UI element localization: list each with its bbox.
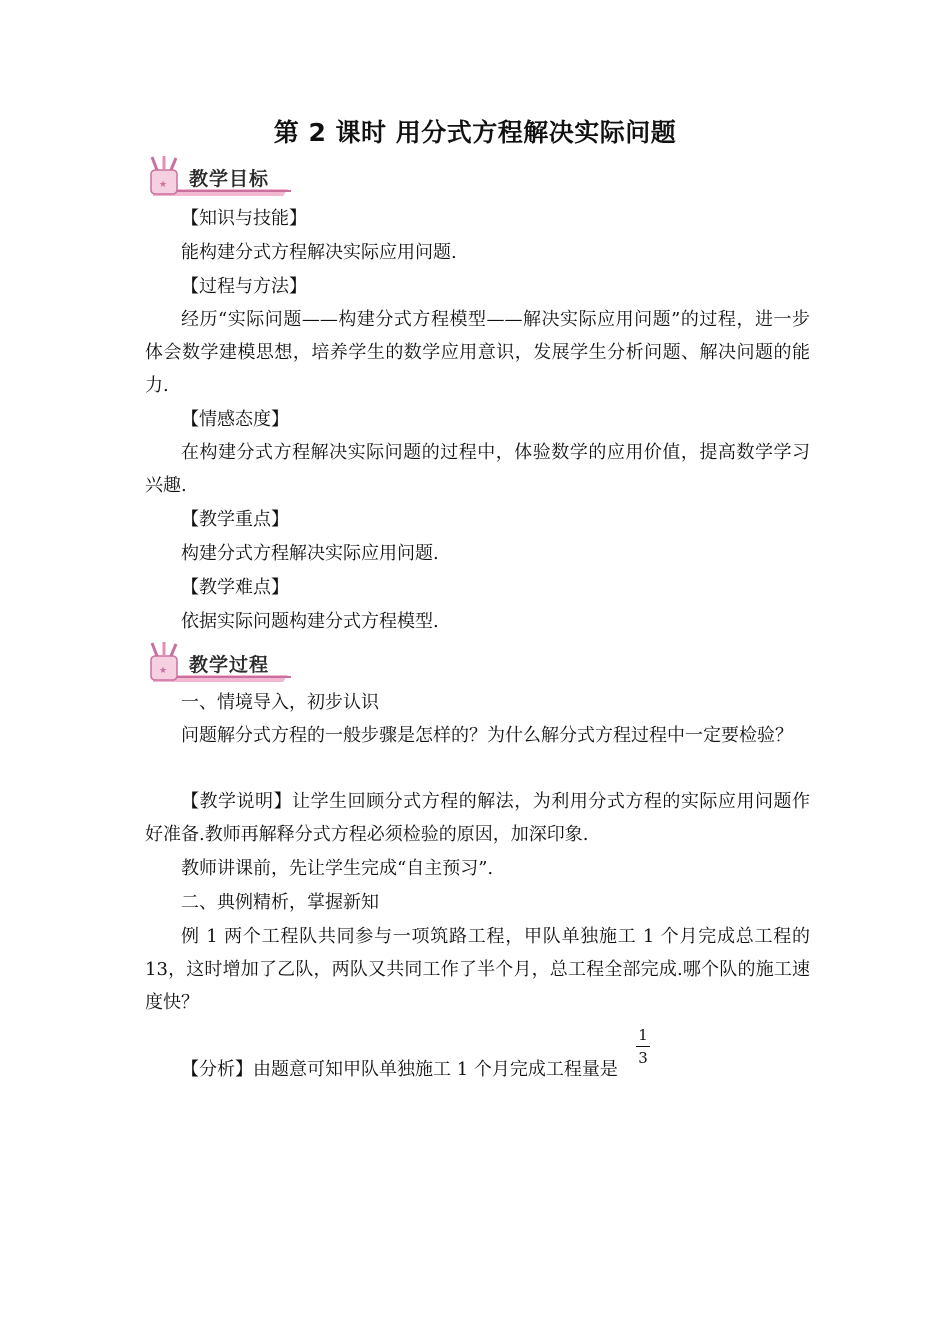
- section-badge-process: [143, 641, 293, 687]
- svg-text:★: ★: [159, 666, 168, 676]
- section-badge-goals: [143, 155, 293, 201]
- emotion-heading: 【情感态度】: [181, 409, 289, 430]
- page-title: 第 2 课时 用分式方程解决实际问题: [273, 118, 677, 147]
- difficulty-heading: 【教学难点】: [181, 577, 289, 598]
- example1-text: 例 1 两个工程队共同参与一项筑路工程，甲队单独施工 1 个月完成总工程的 13，这时增加了乙队，两队又共同工作了半个月，总工程全部完成.哪个队的施工速度快？: [145, 926, 810, 1013]
- emotion-text: 在构建分式方程解决实际问题的过程中，体验数学的应用价值，提高数学学习兴趣.: [145, 442, 810, 496]
- knowledge-text: 能构建分式方程解决实际应用问题.: [181, 242, 457, 263]
- section-badge-label: 教学过程: [189, 654, 270, 676]
- analysis-text: 【分析】由题意可知甲队单独施工 1 个月完成工程量是: [181, 1059, 618, 1080]
- knowledge-heading: 【知识与技能】: [181, 208, 307, 229]
- fraction-numerator: 1: [638, 1026, 648, 1044]
- process-heading: 【过程与方法】: [181, 276, 307, 297]
- svg-text:★: ★: [159, 180, 168, 190]
- key-heading: 【教学重点】: [181, 509, 289, 530]
- section-badge-label: 教学目标: [189, 168, 270, 190]
- part1-explain: 【教学说明】让学生回顾分式方程的解法，为利用分式方程的实际应用问题作好准备.教师再解释分式方程必须检验的原因，加深印象.: [145, 791, 810, 845]
- part1-heading: 一、情境导入，初步认识: [181, 692, 379, 713]
- fraction-denominator: 3: [638, 1049, 648, 1067]
- key-text: 构建分式方程解决实际应用问题.: [181, 543, 439, 564]
- part1-preview: 教师讲课前，先让学生完成“自主预习”.: [181, 858, 494, 879]
- process-text: 经历“实际问题——构建分式方程模型——解决实际应用问题”的过程，进一步体会数学建模思想，培养学生的数学应用意识，发展学生分析问题、解决问题的能力.: [145, 309, 810, 396]
- fraction-bar: [636, 1046, 650, 1047]
- part1-question: 问题解分式方程的一般步骤是怎样的？为什么解分式方程过程中一定要检验？: [181, 725, 793, 746]
- difficulty-text: 依据实际问题构建分式方程模型.: [181, 611, 439, 632]
- part2-heading: 二、典例精析，掌握新知: [181, 892, 379, 913]
- fraction-one-third: [636, 1026, 650, 1067]
